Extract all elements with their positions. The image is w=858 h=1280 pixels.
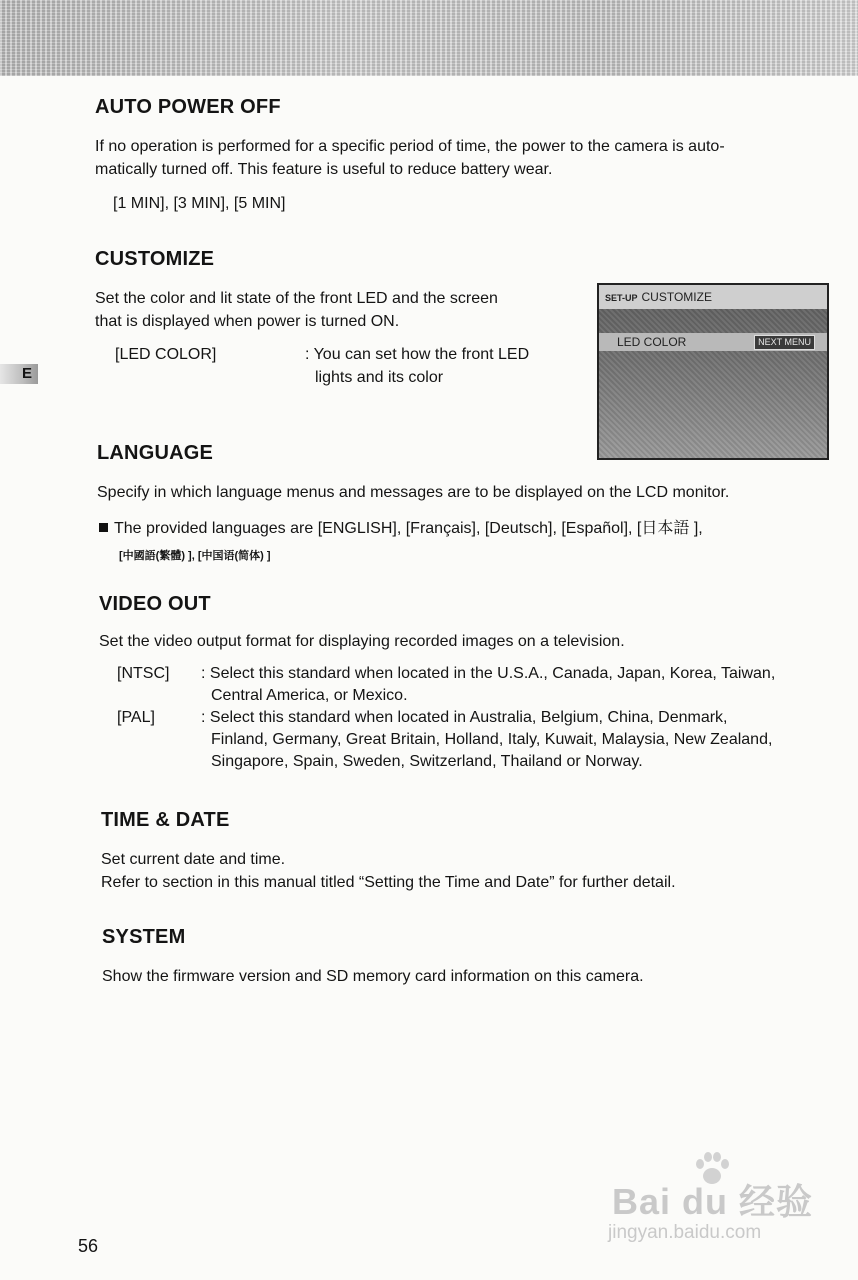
led-color-desc-1: : You can set how the front LED xyxy=(305,346,530,363)
watermark-logo: Bai du 经验 xyxy=(612,1181,814,1222)
ntsc-desc xyxy=(201,663,839,707)
language-section xyxy=(97,442,837,569)
led-color-desc-2: lights and its color xyxy=(315,369,444,386)
watermark-url: jingyan.baidu.com xyxy=(608,1222,762,1243)
led-color-key: [LED COLOR] xyxy=(115,346,217,363)
time-date-heading: TIME & DATE xyxy=(101,809,230,831)
customize-section xyxy=(95,248,575,391)
bullet-square-icon xyxy=(99,523,108,532)
section-tab-letter: E xyxy=(21,365,32,382)
top-scan-band xyxy=(0,0,858,76)
video-out-desc: Set the video output format for displaying recorded images on a television. xyxy=(99,633,625,650)
pal-desc-line: Finland, Germany, Great Britain, Holland, Italy, Kuwait, Malaysia, New Zealand, xyxy=(211,731,773,748)
video-standard-pal xyxy=(99,707,839,773)
language-heading: LANGUAGE xyxy=(97,442,214,464)
pal-key: [PAL] xyxy=(117,709,155,726)
customize-heading: CUSTOMIZE xyxy=(95,248,215,270)
language-desc: Specify in which language menus and messages are to be displayed on the LCD monitor. xyxy=(97,484,730,501)
system-section xyxy=(102,926,842,988)
led-color-desc xyxy=(305,343,555,389)
language-note-line-2: [中國語(繁體) ], [中国语(简体) ] xyxy=(119,550,271,562)
auto-power-off-section xyxy=(95,96,835,213)
pal-desc-line: : Select this standard when located in Australia, Belgium, China, Denmark, xyxy=(201,709,728,726)
lcd-header xyxy=(599,285,827,309)
lcd-item-label: LED COLOR xyxy=(617,335,687,349)
ntsc-key: [NTSC] xyxy=(117,665,170,682)
ntsc-desc-line: Central America, or Mexico. xyxy=(211,687,408,704)
auto-power-off-heading: AUTO POWER OFF xyxy=(95,96,281,118)
customize-desc-1: Set the color and lit state of the front LED and the screen xyxy=(95,290,498,307)
auto-power-off-desc-2: matically turned off. This feature is useful to reduce battery wear. xyxy=(95,161,553,178)
system-desc: Show the firmware version and SD memory card information on this camera. xyxy=(102,968,644,985)
pal-desc xyxy=(201,707,839,773)
video-standard-ntsc xyxy=(99,663,839,707)
auto-power-off-desc-1: If no operation is performed for a specific period of time, the power to the camera is auto- xyxy=(95,138,725,155)
video-out-section xyxy=(99,593,839,773)
lcd-header-title: CUSTOMIZE xyxy=(641,290,712,304)
lcd-selected-item xyxy=(599,333,827,351)
lcd-header-label: SET-UP xyxy=(605,293,638,303)
section-tab-marker xyxy=(0,364,38,384)
baidu-watermark xyxy=(608,1152,818,1252)
time-date-desc-2: Refer to section in this manual titled “Setting the Time and Date” for further detail. xyxy=(101,874,676,891)
time-date-section xyxy=(101,809,841,894)
lcd-menu-screenshot xyxy=(597,283,829,460)
ntsc-desc-line: : Select this standard when located in the U.S.A., Canada, Japan, Korea, Taiwan, xyxy=(201,665,776,682)
auto-power-off-options: [1 MIN], [3 MIN], [5 MIN] xyxy=(113,195,286,212)
customize-desc-2: that is displayed when power is turned ON. xyxy=(95,313,400,330)
video-out-heading: VIDEO OUT xyxy=(99,593,211,615)
page-number: 56 xyxy=(78,1236,99,1256)
system-heading: SYSTEM xyxy=(102,926,186,948)
led-color-option xyxy=(95,343,575,391)
language-note-line-1: The provided languages are [ENGLISH], [Français], [Deutsch], [Español], [日本語 ], xyxy=(114,520,703,537)
video-out-list xyxy=(99,663,839,773)
time-date-desc-1: Set current date and time. xyxy=(101,851,286,868)
pal-desc-line: Singapore, Spain, Sweden, Switzerland, Thailand or Norway. xyxy=(211,753,643,770)
lcd-next-menu-button: NEXT MENU xyxy=(754,335,815,350)
language-note xyxy=(97,516,837,569)
